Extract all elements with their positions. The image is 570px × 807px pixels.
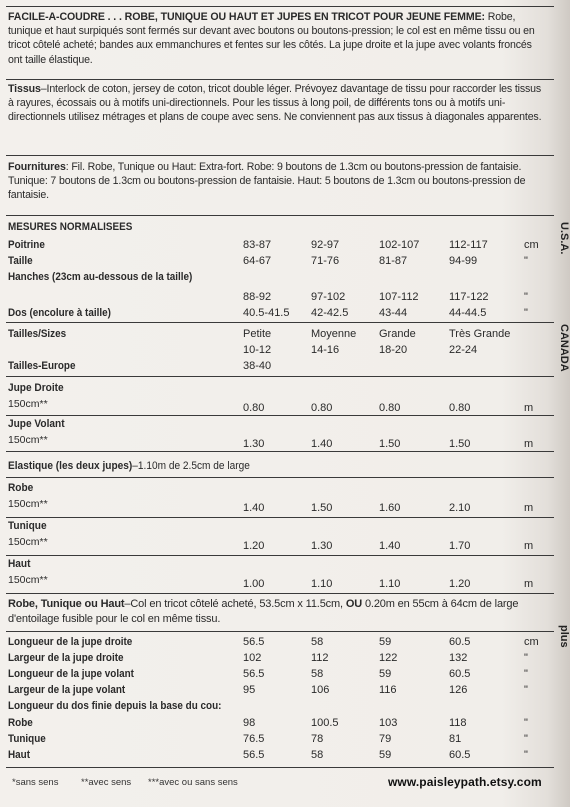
elastique-line (8, 460, 250, 473)
finished-label: Largeur de la jupe droite (8, 652, 124, 664)
mesures-value-4: 94-99 (449, 255, 478, 267)
margin-canada: CANADA (558, 324, 570, 372)
garment-unit: m (524, 540, 534, 552)
tissus-heading: Tissus (8, 83, 41, 95)
size-name: Moyenne (311, 328, 357, 340)
finished-value-4: 81 (449, 733, 462, 745)
garment-value-1: 1.00 (243, 578, 265, 590)
col-text-b: 0.20m en 55cm à 64cm de large d'entoilage fusible pour le col en même tissu. (8, 598, 519, 625)
finished-value-1: 56.5 (243, 636, 265, 648)
margin-usa: U.S.A. (558, 222, 570, 255)
garment-value-4: 1.70 (449, 540, 471, 552)
finished-value-2: 112 (311, 652, 329, 664)
top-rule (6, 6, 554, 7)
yardage-value-1: 0.80 (243, 402, 265, 414)
garment-unit: m (524, 502, 534, 514)
col-heading: Robe, Tunique ou Haut (8, 598, 125, 610)
yardage-value-4: 1.50 (449, 438, 471, 450)
mesures-value-3: 107-112 (379, 291, 419, 303)
finished-value-3: 122 (379, 652, 398, 664)
rule-bottom (6, 767, 554, 768)
rule-sizes (6, 322, 554, 323)
finished-label: Longueur de la jupe droite (8, 636, 133, 648)
garment-title: Haut (8, 558, 31, 570)
finished-unit: cm (524, 636, 539, 648)
garment-title: Tunique (8, 520, 47, 532)
garment-width: 150cm** (8, 574, 48, 586)
footnote-avec-ou-sans-sens: ***avec ou sans sens (148, 777, 238, 788)
mesures-value-1: 83-87 (243, 239, 272, 251)
rule-yardage (6, 376, 554, 377)
finished-value-2: 78 (311, 733, 324, 745)
finished-label: Longueur du dos finie depuis la base du cou: (8, 700, 222, 712)
finished-value-1: 102 (243, 652, 262, 664)
mesures-row-label: Poitrine (8, 239, 45, 251)
mesures-value-4: 44-44.5 (449, 307, 487, 319)
yardage-value-4: 0.80 (449, 402, 471, 414)
finished-value-4: 60.5 (449, 668, 471, 680)
finished-value-4: 118 (449, 717, 467, 729)
yardage-value-2: 1.40 (311, 438, 333, 450)
mesures-unit: cm (524, 239, 539, 251)
mesures-unit: " (524, 255, 528, 267)
col-text-a: –Col en tricot côtelé acheté, 53.5cm x 11.5cm, (124, 598, 346, 610)
finished-label: Largeur de la jupe volant (8, 684, 126, 696)
mesures-heading: MESURES NORMALISEES (8, 221, 133, 233)
rule-fournitures (6, 155, 554, 156)
garment-width: 150cm** (8, 498, 48, 510)
mesures-value-2: 42-42.5 (311, 307, 349, 319)
yardage-unit: m (524, 402, 534, 414)
garment-title: Robe (8, 482, 34, 494)
finished-value-3: 103 (379, 717, 398, 729)
finished-value-3: 59 (379, 668, 392, 680)
mesures-value-2: 92-97 (311, 239, 340, 251)
finished-unit: " (524, 652, 528, 664)
rule-garments (6, 477, 554, 478)
finished-value-4: 132 (449, 652, 468, 664)
mesures-value-1: 88-92 (243, 291, 272, 303)
col-paragraph (8, 597, 548, 627)
yardage-value-3: 0.80 (379, 402, 401, 414)
finished-unit: " (524, 668, 528, 680)
size-name: Grande (379, 328, 416, 340)
yardage-value-2: 0.80 (311, 402, 333, 414)
footnote-avec-sens: **avec sens (81, 777, 132, 788)
fournitures-heading: Fournitures (8, 161, 66, 173)
mesures-value-4: 117-122 (449, 291, 489, 303)
yardage-width: 150cm** (8, 398, 48, 410)
footnote-sans-sens: *sans sens (12, 777, 59, 788)
finished-unit: " (524, 749, 528, 761)
finished-label: Longueur de la jupe volant (8, 668, 134, 680)
description-heading: FACILE-A-COUDRE . . . ROBE, TUNIQUE OU HAUT ET JUPES EN TRICOT POUR JEUNE FEMME: (8, 11, 485, 23)
rule-yardage-row (6, 415, 554, 416)
garment-value-1: 1.40 (243, 502, 265, 514)
finished-value-3: 59 (379, 636, 392, 648)
finished-unit: " (524, 684, 528, 696)
garment-value-2: 1.10 (311, 578, 333, 590)
mesures-row-label: Taille (8, 255, 33, 267)
rule-tissus (6, 79, 554, 80)
mesures-value-3: 43-44 (379, 307, 408, 319)
mesures-value-3: 81-87 (379, 255, 408, 267)
size-range: 10-12 (243, 344, 272, 356)
garment-value-3: 1.60 (379, 502, 401, 514)
elastique-text: –1.10m de 2.5cm de large (132, 460, 250, 472)
elastique-heading: Elastique (les deux jupes) (8, 460, 133, 472)
finished-label: Haut (8, 749, 31, 761)
europe-label: Tailles-Europe (8, 360, 76, 372)
mesures-value-4: 112-117 (449, 239, 488, 251)
garment-width: 150cm** (8, 536, 48, 548)
size-range: 18-20 (379, 344, 408, 356)
garment-value-3: 1.40 (379, 540, 401, 552)
mesures-value-2: 71-76 (311, 255, 340, 267)
yardage-unit: m (524, 438, 534, 450)
mesures-value-1: 40.5-41.5 (243, 307, 290, 319)
watermark-url: www.paisleypath.etsy.com (388, 775, 542, 789)
garment-value-2: 1.30 (311, 540, 333, 552)
tissus-text: –Interlock de coton, jersey de coton, tricot double léger. Prévoyez davantage de tissu pour raccorder les tissus à rayures, écossais ou à motifs uni-directionnels. Pour les tissus à long poil, de différents tons ou à motifs uni-directionnels utilisez métrages et plans de coupe avec sens. Ne conviennent pas aux tissus à diagonales apparentes. (8, 83, 542, 124)
finished-value-2: 58 (311, 668, 324, 680)
finished-value-1: 98 (243, 717, 256, 729)
yardage-width: 150cm** (8, 434, 48, 446)
finished-label: Robe (8, 717, 33, 729)
finished-unit: " (524, 733, 528, 745)
size-range: 22-24 (449, 344, 478, 356)
rule-yardage-row (6, 451, 554, 452)
rule-garment-row (6, 555, 554, 556)
finished-value-1: 95 (243, 684, 256, 696)
mesures-row-label: Dos (encolure à taille) (8, 307, 111, 319)
rule-finished (6, 631, 554, 632)
finished-value-1: 56.5 (243, 749, 265, 761)
mesures-row-label: Hanches (23cm au-dessous de la taille) (8, 271, 193, 283)
yardage-value-3: 1.50 (379, 438, 401, 450)
mesures-value-1: 64-67 (243, 255, 272, 267)
finished-value-3: 116 (379, 684, 397, 696)
size-name: Très Grande (449, 328, 511, 340)
rule-mesures (6, 215, 554, 216)
garment-value-2: 1.50 (311, 502, 333, 514)
yardage-title: Jupe Droite (8, 382, 64, 394)
garment-value-3: 1.10 (379, 578, 401, 590)
mesures-value-3: 102-107 (379, 239, 420, 251)
finished-value-4: 60.5 (449, 749, 471, 761)
mesures-unit: " (524, 307, 528, 319)
finished-value-1: 76.5 (243, 733, 265, 745)
size-range: 14-16 (311, 344, 340, 356)
fournitures-text: : Fil. Robe, Tunique ou Haut: Extra-fort. Robe: 9 boutons de 1.3cm ou boutons-pression de fantaisie. Tunique: 7 boutons de 1.3cm ou boutons-pression de fantaisie. Haut: 5 boutons de 1.3cm ou boutons-pression de fantaisie. (8, 161, 526, 202)
finished-value-4: 60.5 (449, 636, 471, 648)
finished-value-3: 59 (379, 749, 392, 761)
mesures-value-2: 97-102 (311, 291, 346, 303)
finished-value-2: 58 (311, 636, 324, 648)
garment-value-1: 1.20 (243, 540, 265, 552)
finished-value-2: 58 (311, 749, 324, 761)
finished-label: Tunique (8, 733, 46, 745)
yardage-value-1: 1.30 (243, 438, 265, 450)
yardage-title: Jupe Volant (8, 418, 65, 430)
size-name: Petite (243, 328, 272, 340)
margin-plus: plus (558, 625, 570, 648)
sizes-label: Tailles/Sizes (8, 328, 67, 340)
garment-value-4: 2.10 (449, 502, 471, 514)
rule-garment-row (6, 593, 554, 594)
fournitures-paragraph (8, 160, 548, 203)
garment-unit: m (524, 578, 534, 590)
rule-garment-row (6, 517, 554, 518)
finished-value-4: 126 (449, 684, 468, 696)
finished-unit: " (524, 717, 528, 729)
finished-value-2: 100.5 (311, 717, 339, 729)
col-or: OU (345, 598, 363, 610)
description-text: Robe, tunique et haut surpiqués sont fermés sur devant avec boutons ou boutons-pression; le col est en même tissu ou en tricot côtelé acheté; bandes aux emmanchures et fentes sur les côtés. La jupe droite et la jupe avec volants froncés ont taille élastique. (8, 11, 535, 66)
finished-value-2: 106 (311, 684, 330, 696)
finished-value-1: 56.5 (243, 668, 265, 680)
description-paragraph (8, 10, 548, 67)
tissus-paragraph (8, 82, 548, 125)
garment-value-4: 1.20 (449, 578, 471, 590)
europe-value: 38-40 (243, 360, 272, 372)
finished-value-3: 79 (379, 733, 392, 745)
mesures-unit: " (524, 291, 528, 303)
